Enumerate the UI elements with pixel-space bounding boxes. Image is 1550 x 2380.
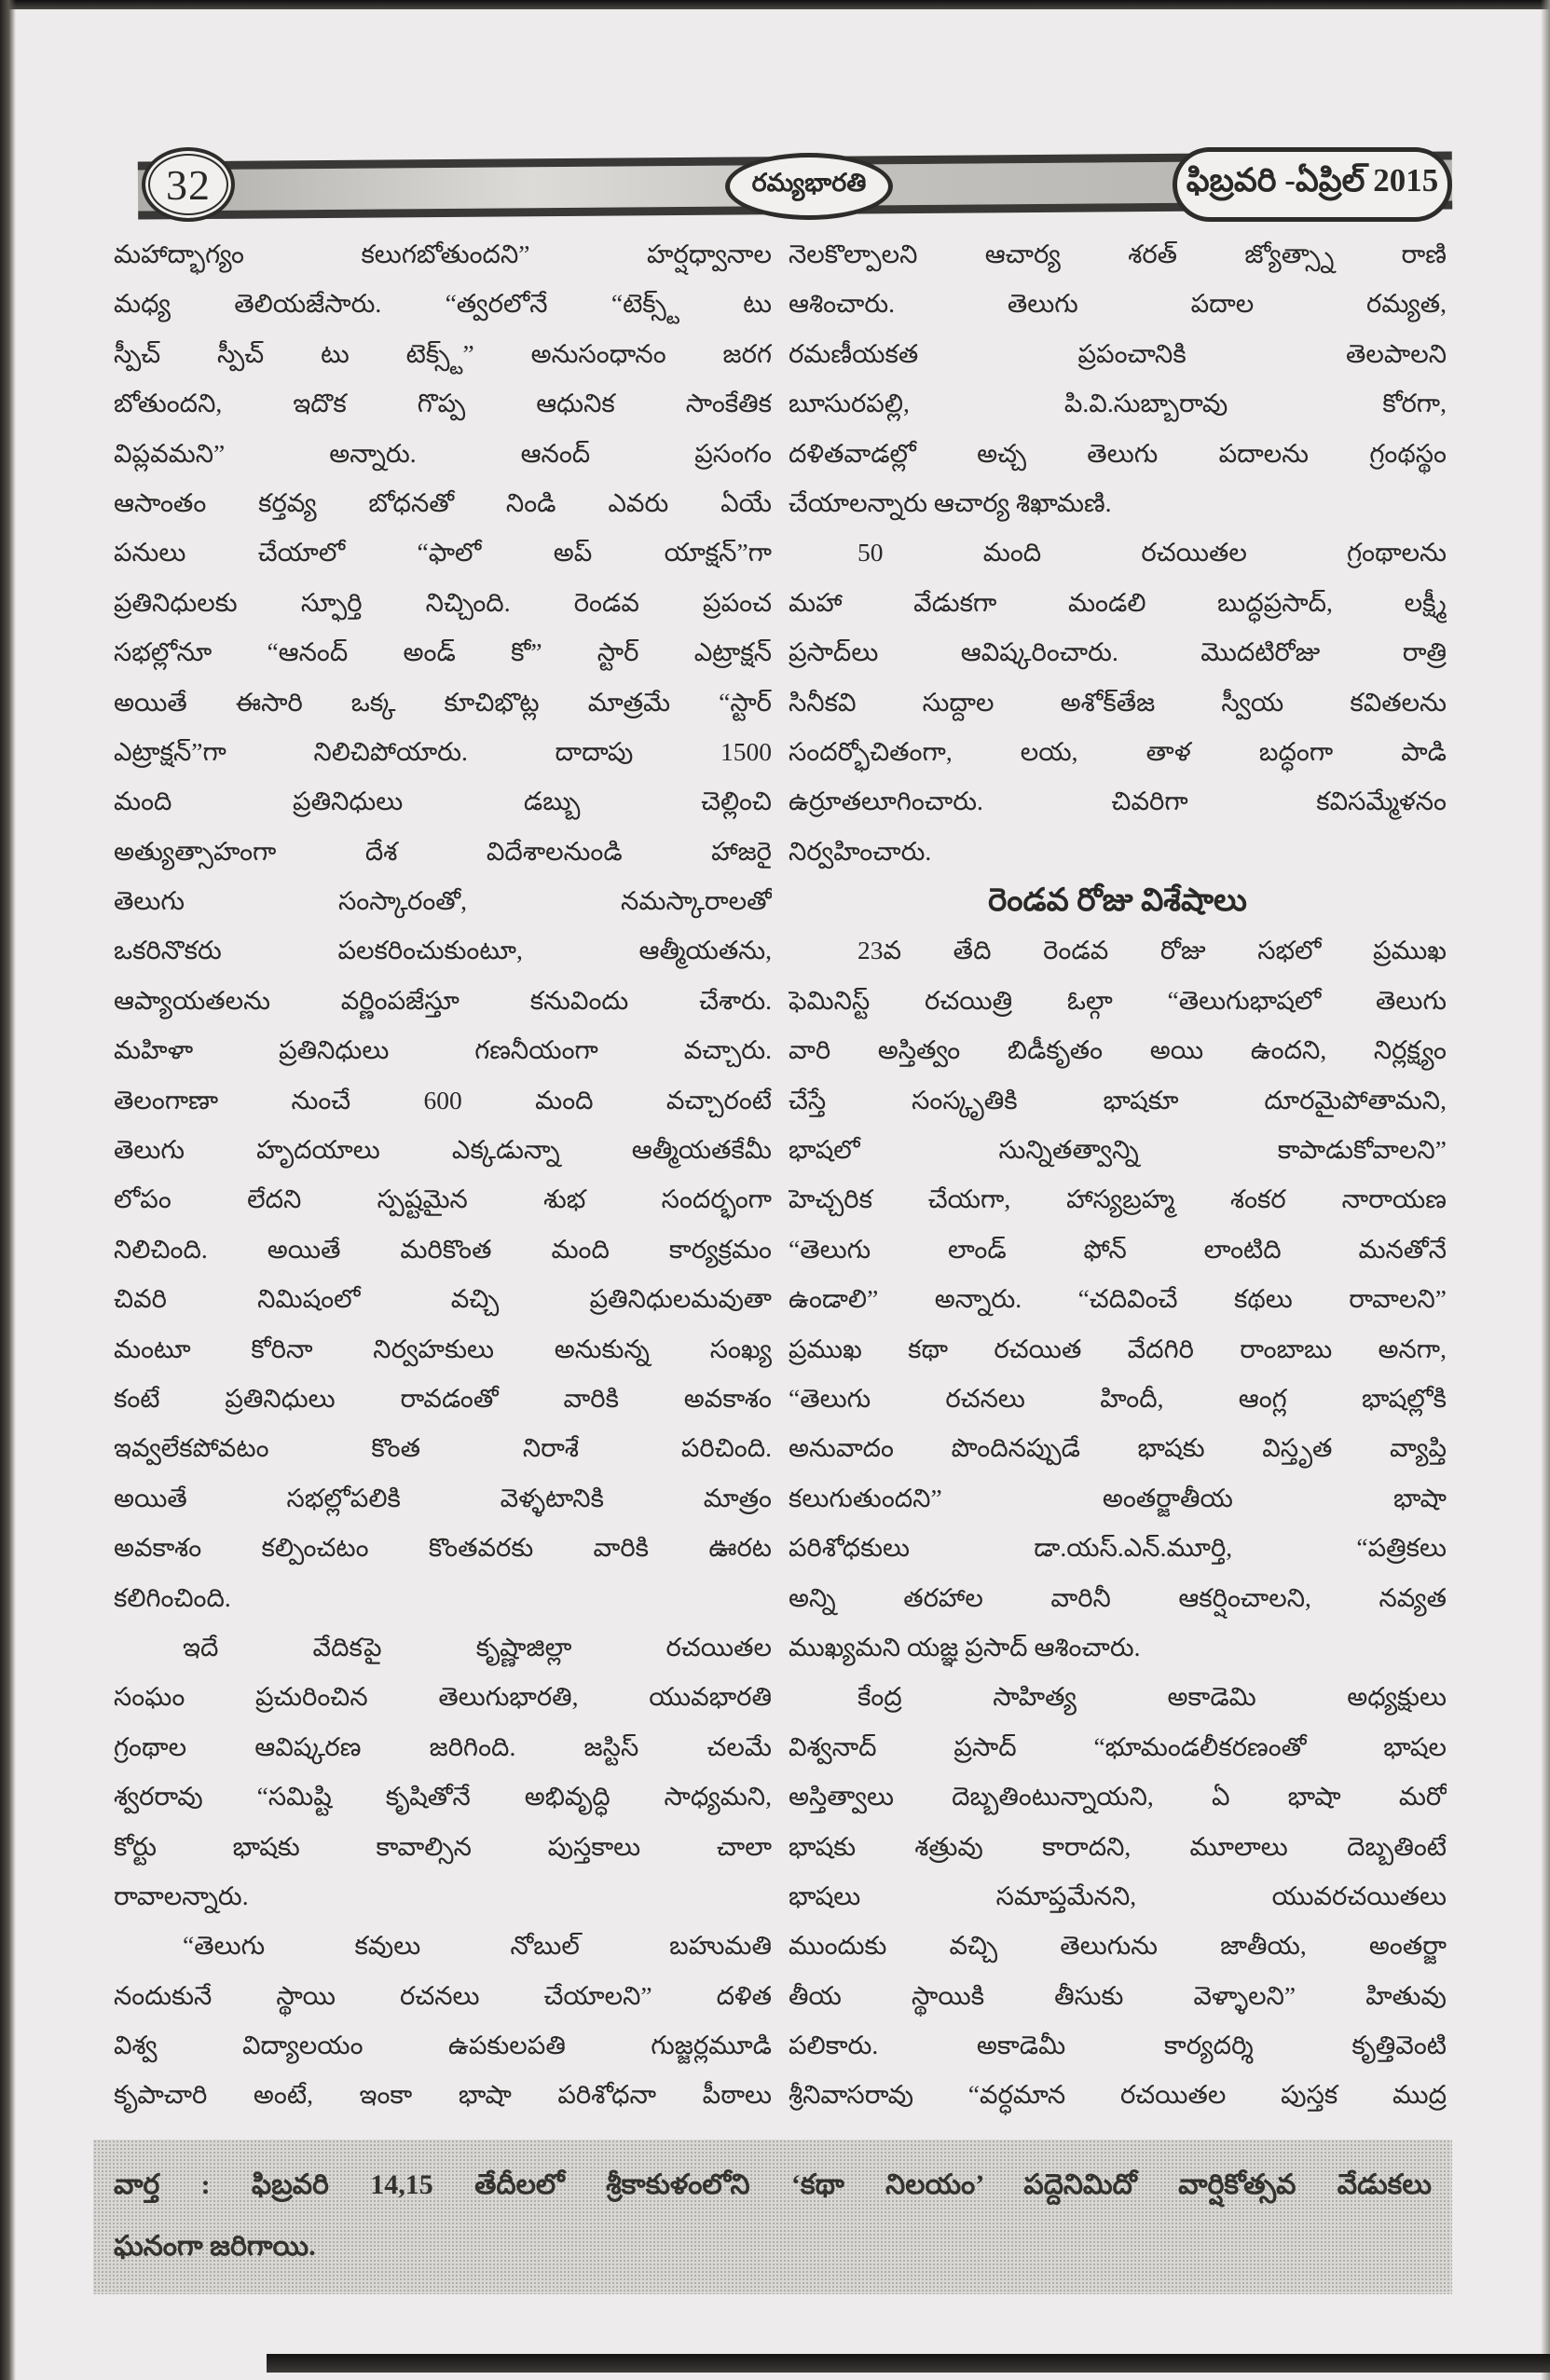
text-line: ఉర్రూతలూగించారు. చివరిగా కవిసమ్మేళనం bbox=[789, 786, 1447, 816]
text-line: అత్యుత్సాహంగా దేశ విదేశాలనుండి హాజరై bbox=[114, 836, 772, 866]
text-line: మంటూ కోరినా నిర్వహకులు అనుకున్న సంఖ్య bbox=[114, 1334, 772, 1363]
scan-edge-left bbox=[0, 0, 16, 2380]
text-line: భాషకు శత్రువు కారాదని, మూలాలు దెబ్బతింటే bbox=[789, 1831, 1447, 1861]
text-line: విప్లవమని” అన్నారు. ఆనంద్ ప్రసంగం bbox=[114, 438, 772, 468]
text-line: ఆప్యాయతలను వర్ణింపజేస్తూ కనువిందు చేశారు. bbox=[114, 985, 772, 1015]
text-line: లోపం లేదని స్పష్టమైన శుభ సందర్భంగా bbox=[114, 1184, 772, 1214]
text-line: భాషలో సున్నితత్వాన్ని కాపాడుకోవాలని” bbox=[789, 1135, 1447, 1165]
text-line: కోర్టు భాషకు కావాల్సిన పుస్తకాలు చాలా bbox=[114, 1831, 772, 1861]
text-line: మంది ప్రతినిధులు డబ్బు చెల్లించి bbox=[114, 786, 772, 816]
text-line: మహాద్భాగ్యం కలుగబోతుందని” హర్షధ్వానాల bbox=[114, 239, 772, 268]
text-line: రావాలన్నారు. bbox=[114, 1881, 249, 1910]
text-line: వారి అస్తిత్వం బిడీకృతం అయి ఉందని, నిర్లక్ష్యం bbox=[789, 1035, 1447, 1065]
text-line: తెలుగు హృదయాలు ఎక్కడున్నా ఆత్మీయతకేమీ bbox=[114, 1135, 772, 1165]
text-line: కేంద్ర సాహిత్య అకాడెమి అధ్యక్షులు bbox=[857, 1682, 1447, 1712]
text-line: “తెలుగు లాండ్ ఫోన్ లాంటిది మనతోనే bbox=[789, 1234, 1447, 1264]
text-line: ఆసాంతం కర్తవ్య బోధనతో నిండి ఎవరు ఏయే bbox=[114, 487, 772, 517]
text-line: ఎట్రాక్షన్”గా నిలిచిపోయారు. దాదాపు 1500 bbox=[114, 736, 772, 766]
scan-edge-top bbox=[0, 0, 1550, 9]
issue-date-badge bbox=[1173, 147, 1452, 222]
magazine-title: రమ్యభారతి bbox=[751, 169, 867, 197]
text-line: అయితే సభల్లోపలికి వెళ్ళటానికి మాత్రం bbox=[114, 1483, 772, 1512]
text-line: అన్ని తరహాల వారినీ ఆకర్షించాలని, నవ్యత bbox=[789, 1582, 1447, 1612]
text-line: విశ్వ విద్యాలయం ఉపకులపతి గుజ్జర్లమూడి bbox=[114, 2031, 772, 2060]
text-line: ఆశించారు. తెలుగు పదాల రమ్యత, bbox=[789, 289, 1447, 319]
text-line: దళితవాడల్లో అచ్చ తెలుగు పదాలను గ్రంథస్థం bbox=[789, 438, 1447, 468]
issue-date: ఫిబ్రవరి -ఏప్రిల్ 2015 bbox=[1186, 162, 1439, 198]
text-line: సందర్భోచితంగా, లయ, తాళ బద్ధంగా పాడి bbox=[789, 736, 1447, 766]
text-line: కలిగించింది. bbox=[114, 1582, 231, 1612]
text-line: స్పీచ్ స్పీచ్ టు టెక్స్ట్” అనుసంధానం జరగ bbox=[114, 338, 772, 368]
text-line: “తెలుగు కవులు నోబుల్ బహుమతి bbox=[183, 1931, 772, 1961]
text-line: ఇవ్వలేకపోవటం కొంత నిరాశే పరిచింది. bbox=[114, 1433, 772, 1463]
text-line: చివరి నిమిషంలో వచ్చి ప్రతినిధులమవుతా bbox=[114, 1284, 772, 1314]
text-line: రమణీయకత ప్రపంచానికి తెలపాలని bbox=[789, 338, 1447, 368]
text-line: చేస్తే సంస్కృతికి భాషకూ దూరమైపోతామని, bbox=[789, 1085, 1447, 1115]
text-line: తెలుగు సంస్కారంతో, నమస్కారాలతో bbox=[114, 886, 772, 916]
text-line: మహిళా ప్రతినిధులు గణనీయంగా వచ్చారు. bbox=[114, 1035, 772, 1065]
text-line: ఫెమినిస్ట్ రచయిత్రి ఓల్గా “తెలుగుభాషలో తెలుగు bbox=[789, 985, 1447, 1015]
text-line: మధ్య తెలియజేసారు. “త్వరలోనే “టెక్స్ట్ టు bbox=[114, 289, 772, 319]
text-line: ప్రసాద్‌లు ఆవిష్కరించారు. మొదటిరోజు రాత్రి bbox=[789, 637, 1447, 667]
right-column bbox=[789, 229, 1447, 2120]
text-line: శ్వరరావు “సమిష్టి కృషితోనే అభివృద్ధి సాధ్యమని, bbox=[114, 1782, 772, 1812]
section-heading: రెండవ రోజు విశేషాలు bbox=[988, 883, 1247, 919]
page-number-badge bbox=[142, 147, 235, 222]
text-line: “తెలుగు రచనలు హిందీ, ఆంగ్ల భాషల్లోకి bbox=[789, 1383, 1447, 1413]
text-line: మహా వేడుకగా మండలి బుద్ధప్రసాద్, లక్ష్మీ bbox=[789, 587, 1447, 617]
page-number: 32 bbox=[166, 160, 211, 209]
text-line: విశ్వనాద్ ప్రసాద్ “భూమండలీకరణంతో భాషల bbox=[789, 1731, 1447, 1761]
text-line: గ్రంథాల ఆవిష్కరణ జరిగింది. జస్టిస్ చలమే bbox=[114, 1731, 772, 1761]
text-line: తీయ స్థాయికి తీసుకు వెళ్ళాలని” హితువు bbox=[789, 1980, 1447, 2010]
text-line: పరిశోధకులు డా.యస్.ఎన్.మూర్తి, “పత్రికలు bbox=[789, 1533, 1447, 1563]
text-line: సినీకవి సుద్దాల అశోక్‌తేజ స్వీయ కవితలను bbox=[789, 687, 1447, 717]
text-line: ముందుకు వచ్చి తెలుగును జాతీయ, అంతర్జా bbox=[789, 1931, 1447, 1961]
text-line: సభల్లోనూ “ఆనంద్ అండ్ కో” స్టార్ ఎట్రాక్షన్ bbox=[114, 637, 772, 667]
text-line: భాషలు సమాప్తమేనని, యువరచయితలు bbox=[789, 1881, 1447, 1910]
text-line: సంఘం ప్రచురించిన తెలుగుభారతి, యువభారతి bbox=[114, 1682, 772, 1712]
text-line: ప్రముఖ కథా రచయిత వేదగిరి రాంబాబు అనగా, bbox=[789, 1334, 1447, 1363]
text-line: చేయాలన్నారు ఆచార్య శిఖామణి. bbox=[789, 487, 1112, 517]
text-line: అస్తిత్వాలు దెబ్బతింటున్నాయని, ఏ భాషా మరో bbox=[789, 1782, 1447, 1812]
text-line: పలికారు. అకాడెమీ కార్యదర్శి కృత్తివెంటి bbox=[789, 2031, 1447, 2060]
footer-news-line-2: ఘనంగా జరిగాయి. bbox=[114, 2231, 316, 2262]
text-line: హెచ్చరిక చేయగా, హాస్యబ్రహ్మ శంకర నారాయణ bbox=[789, 1184, 1447, 1214]
text-line: కంటే ప్రతినిధులు రావడంతో వారికి అవకాశం bbox=[114, 1383, 772, 1413]
text-line: అనువాదం పొందినప్పుడే భాషకు విస్తృత వ్యాప్తి bbox=[789, 1433, 1447, 1463]
scan-edge-right bbox=[1541, 0, 1550, 2380]
magazine-title-badge bbox=[725, 153, 893, 220]
text-line: 23వ తేది రెండవ రోజు సభలో ప్రముఖ bbox=[857, 936, 1447, 965]
text-line: ముఖ్యమని యజ్ఞ ప్రసాద్ ఆశించారు. bbox=[789, 1632, 1141, 1662]
text-line: ప్రతినిధులకు స్ఫూర్తి నిచ్చింది. రెండవ ప్రపంచ bbox=[114, 587, 772, 617]
text-line: నెలకొల్పాలని ఆచార్య శరత్ జ్యోత్స్నా రాణి bbox=[789, 239, 1447, 268]
text-line: పనులు చేయాలో “ఫాలో అప్ యాక్షన్”గా bbox=[114, 538, 772, 568]
text-line: అయితే ఈసారి ఒక్క కూచిభొట్ల మాత్రమే “స్టార్ bbox=[114, 687, 772, 717]
text-line: నందుకునే స్థాయి రచనలు చేయాలని” దళిత bbox=[114, 1980, 772, 2010]
left-column bbox=[114, 229, 772, 2120]
text-line: శ్రీనివాసరావు “వర్ధమాన రచయితల పుస్తక ముద్ర bbox=[789, 2080, 1447, 2110]
text-line: 50 మంది రచయితల గ్రంథాలను bbox=[857, 538, 1447, 568]
footer-news-strip bbox=[93, 2140, 1452, 2294]
text-line: నిర్వహించారు. bbox=[789, 836, 932, 866]
text-line: ఇదే వేదికపై కృష్ణాజిల్లా రచయితల bbox=[183, 1632, 772, 1662]
text-line: అవకాశం కల్పించటం కొంతవరకు వారికి ఊరట bbox=[114, 1533, 772, 1563]
text-line: ఉండాలి” అన్నారు. “చదివించే కథలు రావాలని” bbox=[789, 1284, 1447, 1314]
footer-news-line-1: వార్త : ఫిబ్రవరి 14,15 తేదీలలో శ్రీకాకుళంలోని ‘కథా నిలయం’ పద్దెనిమిదో వార్షికోత్సవ వేడుకలు bbox=[114, 2169, 1432, 2200]
scan-edge-bottom bbox=[267, 2354, 1550, 2373]
text-line: ఒకరినొకరు పలకరించుకుంటూ, ఆత్మీయతను, bbox=[114, 936, 772, 965]
text-line: నిలిచింది. అయితే మరికొంత మంది కార్యక్రమం bbox=[114, 1234, 772, 1264]
text-line: కృపాచారి అంటే, ఇంకా భాషా పరిశోధనా పీఠాలు bbox=[114, 2080, 772, 2110]
text-line: బోతుందని, ఇదొక గొప్ప ఆధునిక సాంకేతిక bbox=[114, 389, 772, 418]
text-line: కలుగుతుందని” అంతర్జాతీయ భాషా bbox=[789, 1483, 1447, 1512]
text-line: బూసురపల్లి, పి.వి.సుబ్బారావు కోరగా, bbox=[789, 389, 1447, 418]
text-line: తెలంగాణా నుంచే 600 మంది వచ్చారంటే bbox=[114, 1085, 772, 1115]
